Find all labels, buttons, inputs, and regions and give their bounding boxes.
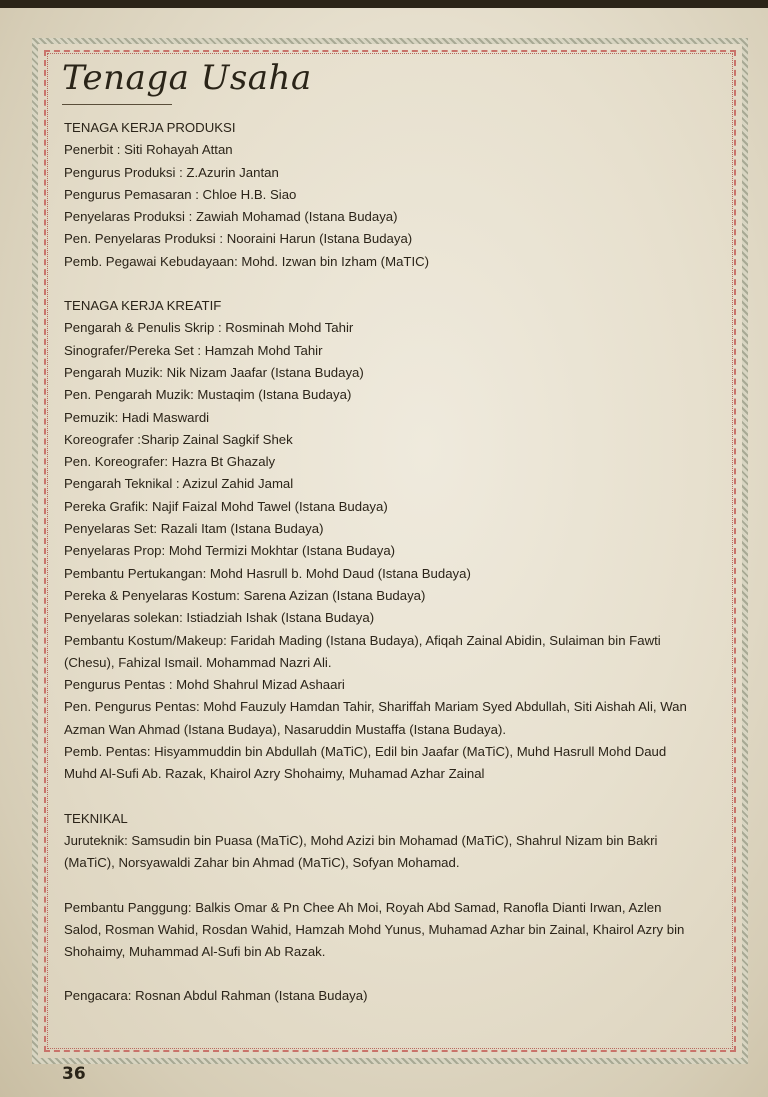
credit-line: Pengurus Pemasaran : Chloe H.B. Siao [64, 186, 297, 202]
credit-line: Pen. Koreografer: Hazra Bt Ghazaly [64, 454, 276, 470]
credit-line: Pengarah & Penulis Skrip : Rosminah Mohd Tahir [64, 320, 354, 336]
credit-line: Pengacara: Rosnan Abdul Rahman (Istana Budaya) [64, 988, 368, 1004]
credit-line: Pemb. Pegawai Kebudayaan: Mohd. Izwan bin Izham (MaTIC) [64, 253, 430, 269]
credit-line: Pemb. Pentas: Hisyammuddin bin Abdullah (MaTiC), Edil bin Jaafar (MaTiC), Muhd Hasrull Mohd Daud [64, 744, 667, 760]
title-underline [62, 104, 172, 105]
credit-line: (MaTiC), Norsyawaldi Zahar bin Ahmad (MaTiC), Sofyan Mohamad. [64, 855, 460, 871]
credit-line: Pengarah Muzik: Nik Nizam Jaafar (Istana Budaya) [64, 364, 364, 380]
credit-line: Pen. Penyelaras Produksi : Nooraini Harun (Istana Budaya) [64, 231, 413, 247]
page-number: 36 [62, 1064, 86, 1084]
credit-line: Penyelaras solekan: Istiadziah Ishak (Istana Budaya) [64, 610, 375, 626]
credit-line: Pemuzik: Hadi Maswardi [64, 409, 210, 425]
credit-line: Pengurus Pentas : Mohd Shahrul Mizad Ashaari [64, 677, 345, 693]
credit-line: Pengarah Teknikal : Azizul Zahid Jamal [64, 476, 294, 492]
credit-line: Penyelaras Prop: Mohd Termizi Mokhtar (Istana Budaya) [64, 543, 396, 559]
credit-line: Muhd Al-Sufi Ab. Razak, Khairol Azry Shohaimy, Muhamad Azhar Zainal [64, 766, 485, 782]
credit-line: Penyelaras Set: Razali Itam (Istana Budaya) [64, 521, 324, 537]
credit-line: Penerbit : Siti Rohayah Attan [64, 142, 233, 158]
credit-line: Pen. Pengurus Pentas: Mohd Fauzuly Hamdan Tahir, Shariffah Mariam Syed Abdullah, Siti Aishah Ali, Wan [64, 699, 687, 715]
section-heading-produksi: TENAGA KERJA PRODUKSI [64, 120, 236, 135]
credit-line: Pembantu Kostum/Makeup: Faridah Mading (Istana Budaya), Afiqah Zainal Abidin, Sulaiman bin Fawti [64, 632, 661, 648]
credits-list [64, 117, 724, 1008]
credit-line: Pembantu Panggung: Balkis Omar & Pn Chee Ah Moi, Royah Abd Samad, Ranofla Dianti Irwan, Azlen [64, 899, 662, 915]
credit-line: Pengurus Produksi : Z.Azurin Jantan [64, 164, 279, 180]
credit-line: Pembantu Pertukangan: Mohd Hasrull b. Mohd Daud (Istana Budaya) [64, 565, 471, 581]
credit-line: Juruteknik: Samsudin bin Puasa (MaTiC), Mohd Azizi bin Mohamad (MaTiC), Shahrul Nizam bin Bakri [64, 832, 658, 848]
credit-line: Koreografer :Sharip Zainal Sagkif Shek [64, 431, 293, 447]
credit-line: Penyelaras Produksi : Zawiah Mohamad (Istana Budaya) [64, 209, 398, 225]
credit-line: Azman Wan Ahmad (Istana Budaya), Nasaruddin Mustaffa (Istana Budaya). [64, 721, 507, 737]
credit-line: Pereka Grafik: Najif Faizal Mohd Tawel (Istana Budaya) [64, 498, 388, 514]
page-title: Tenaga Usaha [62, 58, 312, 98]
section-heading-kreatif: TENAGA KERJA KREATIF [64, 298, 222, 314]
credit-line: Pen. Pengarah Muzik: Mustaqim (Istana Budaya) [64, 387, 352, 403]
credit-line: (Chesu), Fahizal Ismail. Mohammad Nazri Ali. [64, 654, 332, 670]
section-heading-teknikal: TEKNIKAL [64, 810, 128, 826]
credit-line: Salod, Rosman Wahid, Rosdan Wahid, Hamzah Mohd Yunus, Muhamad Azhar bin Zainal, Khairol Azry bin [64, 921, 685, 937]
credit-line: Shohaimy, Muhammad Al-Sufi bin Ab Razak. [64, 944, 326, 960]
credit-line: Pereka & Penyelaras Kostum: Sarena Azizan (Istana Budaya) [64, 587, 426, 603]
credit-line: Sinografer/Pereka Set : Hamzah Mohd Tahir [64, 342, 323, 358]
